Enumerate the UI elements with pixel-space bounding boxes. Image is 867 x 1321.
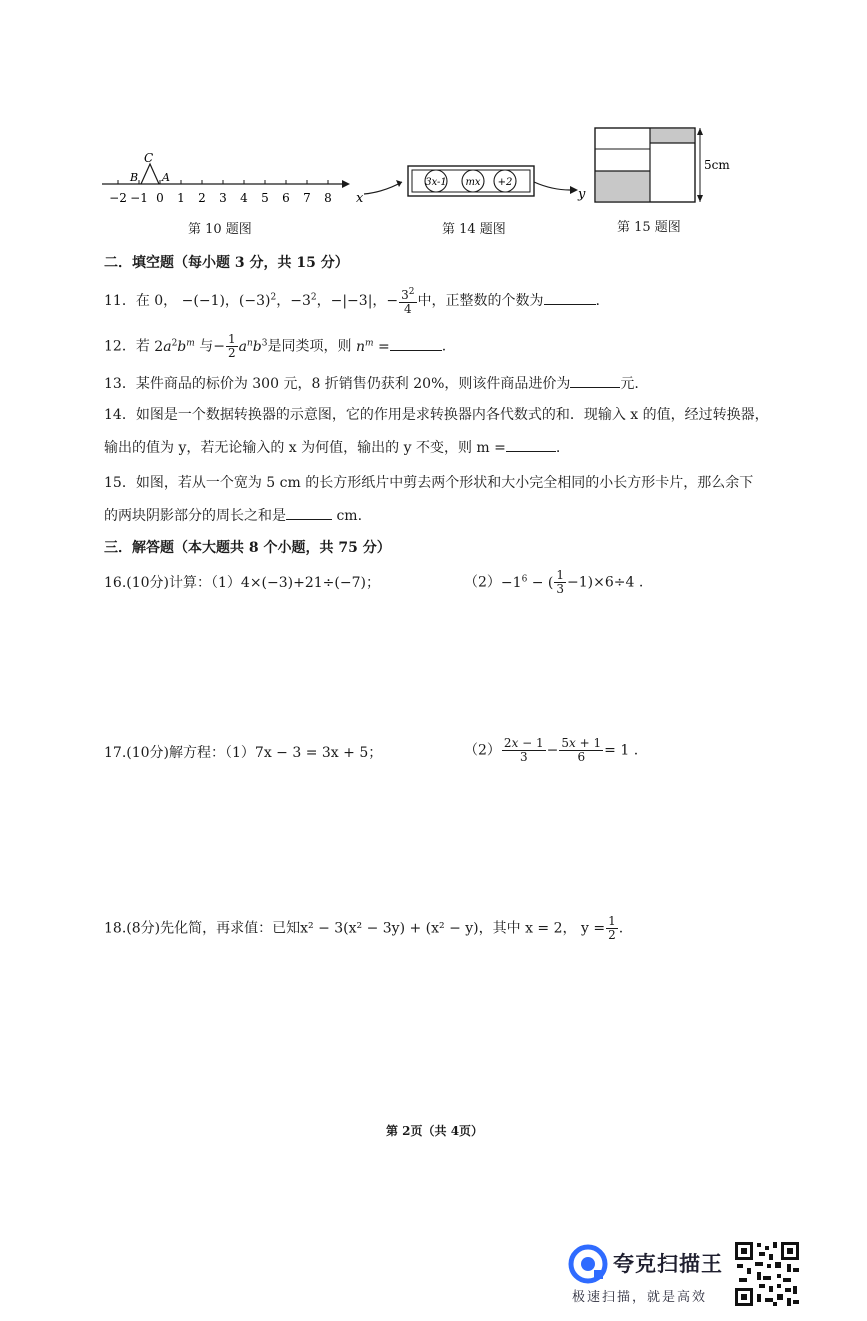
q17-part2-tail: = 1 . [604,742,639,759]
page-number: 第 2页（共 4页） [386,1124,484,1138]
q12-term1: $2a^2b^m$ [154,338,195,355]
fig10-tick-label: 6 [282,191,290,205]
fig14-circle-label: 3x-1 [425,177,447,188]
section3-heading: 三．解答题（本大题共 8 个小题，共 75 分） [104,540,391,556]
q14-line2: 输出的值为 y，若无论输入的 x 为何值，输出的 y 不变，则 m = [104,440,506,456]
q11-answer-blank[interactable] [544,290,596,305]
question-14-line1 [104,405,769,425]
fig10-tick-label: 2 [198,191,206,205]
q12-expression: $n^m$ = [355,338,390,355]
q13-number: 13． [104,376,136,392]
fig14-output-label: y [578,187,586,202]
fig10-point-c-label: C [144,151,154,165]
q17-part2-prefix: （2） [464,742,501,759]
question-13 [104,373,639,394]
question-12: 12．若 $2a^2b^m$ 与− $\frac{1}{2}$ $a^nb^3$是同类项，则 $n^m$ = . [104,332,447,361]
q16-part2-prefix: （2） [464,574,501,591]
q11-fraction: $\frac{3^2}{4}$ [401,287,415,316]
fig10-tick-label: 0 [156,191,164,205]
q12-text-mid: 与 [199,338,214,355]
q12-fraction: $\frac{1}{2}$ [228,332,236,361]
fig10-tick-label: −2 [109,191,127,205]
fig10-tick-label: −1 [130,191,148,205]
fig10-tick-label: 3 [219,191,227,205]
q18-fraction: $\frac{1}{2}$ [608,914,616,942]
fig14-converter-diagram [352,152,592,208]
question-16-part2 [464,569,643,596]
q16-part2-expr: $-1^6$ − ( [500,574,554,591]
q18-expression: x² − 3(x² − 3y) + (x² − y) [300,920,479,937]
q16-fraction: $\frac{1}{3}$ [556,568,565,597]
q15-number: 15． [104,475,136,491]
q11-text-after: 中，正整数的个数为 [417,293,544,309]
q16-part2-tail: −1)×6÷4 . [567,574,644,591]
fig10-point-b-label: B [130,171,139,184]
q13-text: 某件商品的标价为 300 元，8 折销售仍获利 20%，则该件商品进价为 [135,376,571,392]
q18-label: 18.(8分)先化简，再求值：已知 [104,920,301,937]
question-11 [104,286,600,316]
q17-part1: （1）7x − 3 = 3x + 5； [225,745,383,761]
q11-text-before: 在 0， [135,293,178,309]
fig10-tick-label: 1 [177,191,185,205]
q11-number: 11． [104,293,136,309]
q12-text-after: 是同类项，则 [267,338,352,355]
q15-unit: cm. [336,508,363,524]
q17-label: 17.(10分)解方程： [104,745,226,761]
q11-values: −(−1)，$(-3)^2$，$-3^2$，−|−3|，− [181,292,399,309]
q18-where: ，其中 x = 2， [478,920,577,937]
fig14-circle-label: mx [465,177,481,188]
fig10-caption: 第 10 题图 [188,222,252,237]
q15-answer-blank[interactable] [286,505,332,520]
q16-part1: （1）4×(−3)+21÷(−7)； [211,575,380,591]
q12-answer-blank[interactable] [390,336,442,351]
fig14-input-label: x [356,191,364,206]
question-17-part1 [104,743,382,763]
fig10-tick-label: 5 [261,191,269,205]
fig15-dimension-label: 5cm [704,158,730,172]
q13-unit: 元. [620,376,639,392]
q12-text-before: 若 [135,338,150,355]
q14-end: . [555,440,561,456]
q18-y-equals: y = [580,920,606,937]
q15-line2: 的两块阴影部分的周长之和是 [104,508,286,524]
scanner-logo-icon [568,1244,608,1284]
q16-label: 16.(10分)计算： [104,575,212,591]
fig10-tick-label: 8 [324,191,332,205]
q14-answer-blank[interactable] [506,437,556,452]
question-15-line2 [104,505,362,526]
q13-answer-blank[interactable] [570,373,620,388]
q15-line1: 如图，若从一个宽为 5 cm 的长方形纸片中剪去两个形状和大小完全相同的小长方形卡片，那么余下 [135,475,754,491]
q17-fraction1: $\frac{2x - 1}{3}$ [503,736,544,764]
fig10-tick-label: 7 [303,191,311,205]
question-18: 18.(8分)先化简，再求值：已知x² − 3(x² − 3y) + (x² − y)，其中 x = 2， y = $\frac{1}{2}$ . [104,914,624,942]
fig10-tick-label: 4 [240,191,248,205]
q12-number: 12． [104,338,136,355]
q14-line1: 如图是一个数据转换器的示意图，它的作用是求转换器内各代数式的和．现输入 x 的值，经过转换器， [135,407,769,423]
section2-heading: 二．填空题（每小题 3 分，共 15 分） [104,255,349,271]
question-16-part1 [104,573,380,593]
fig15-rectangle-diagram [590,124,730,206]
q11-end: . [595,293,600,309]
q12-term2: $a^nb^3$ [238,338,268,355]
watermark-subtitle: 极速扫描，就是高效 [572,1290,708,1305]
fig10-number-line [96,150,356,212]
watermark-title: 夸克扫描王 [613,1252,723,1276]
fig14-caption: 第 14 题图 [442,222,506,237]
question-17-part2: （2） $\frac{2x - 1}{3}$ − $\frac{5x + 1}{6}$ = 1 . [464,736,639,764]
q14-number: 14． [104,407,136,423]
question-14-line2 [104,437,560,458]
fig10-point-a-label: A [162,171,170,184]
q17-fraction2: $\frac{5x + 1}{6}$ [561,736,602,764]
question-15-line1 [104,473,753,493]
qr-code-icon [733,1240,801,1308]
q12-end: . [441,338,447,355]
fig14-circle-label: +2 [497,177,513,188]
fig15-caption: 第 15 题图 [617,220,681,235]
